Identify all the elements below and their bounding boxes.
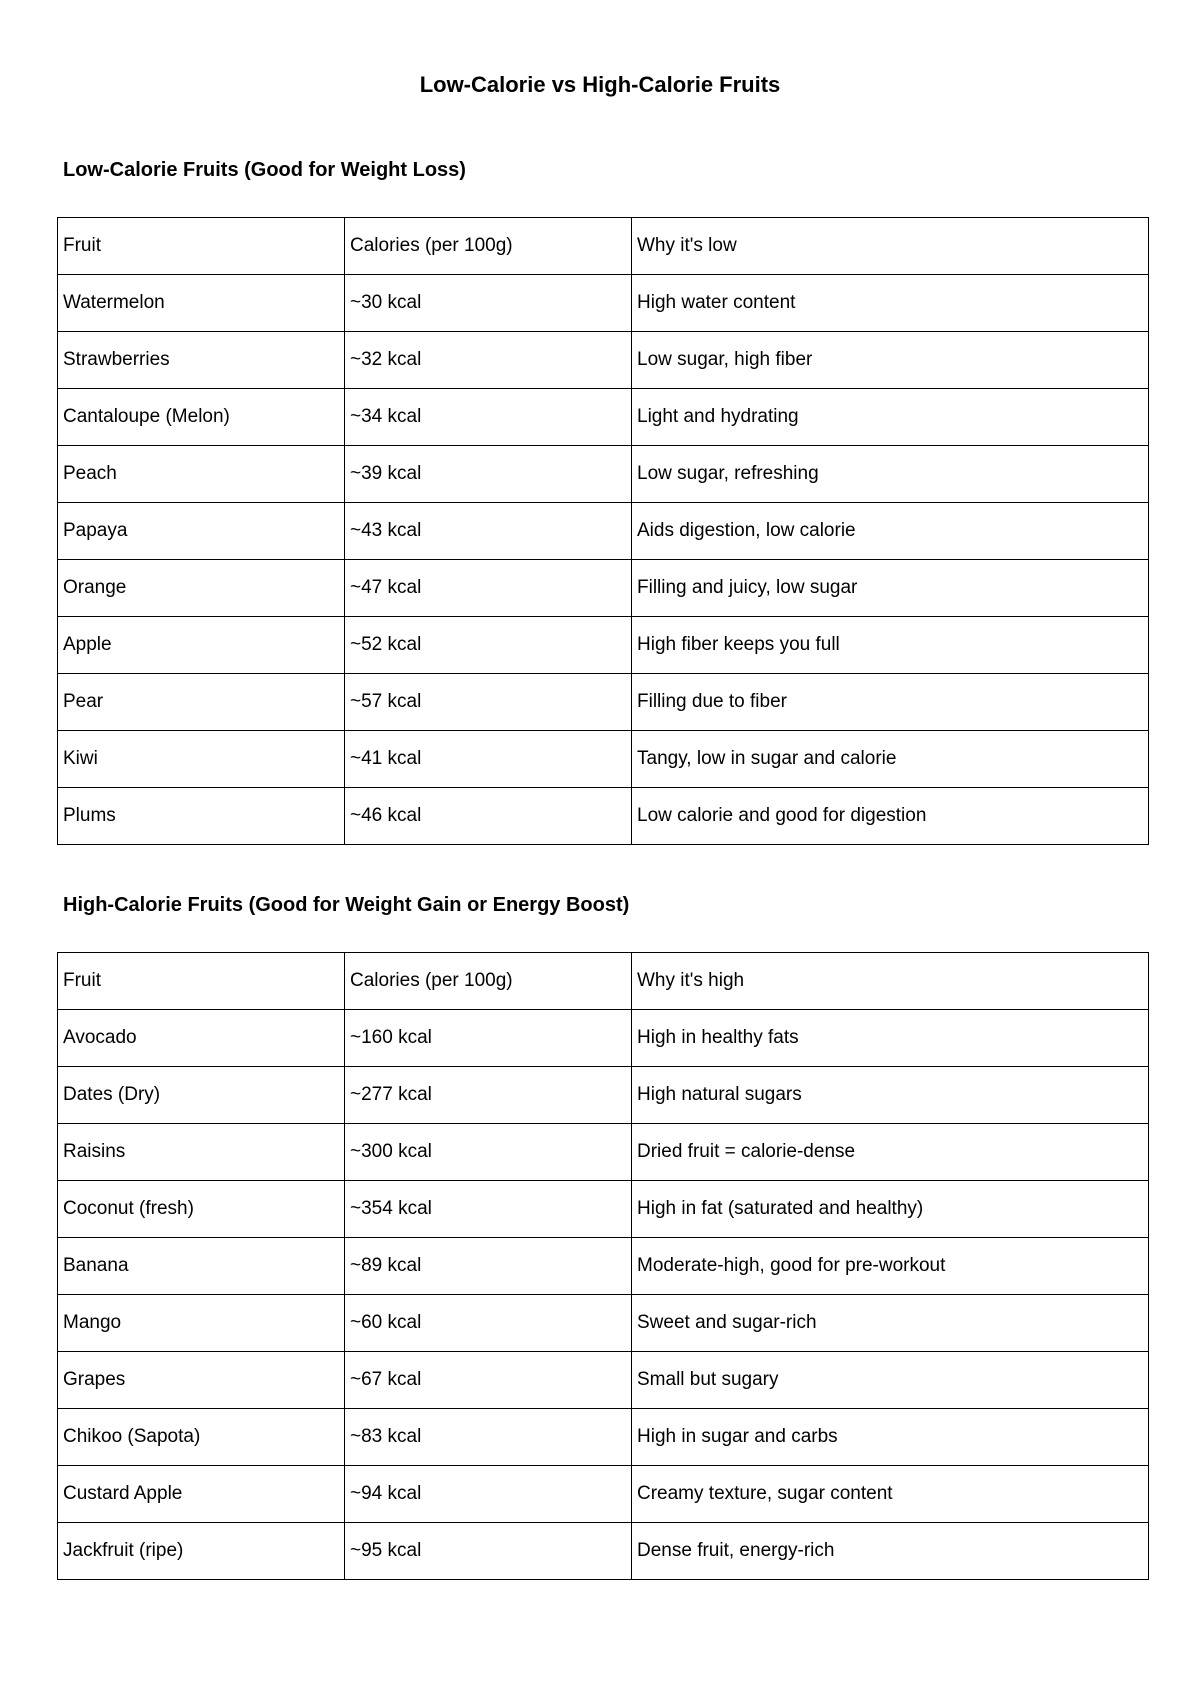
fruit-cell: Coconut (fresh) — [58, 1181, 345, 1238]
reason-cell: Creamy texture, sugar content — [632, 1466, 1149, 1523]
reason-cell: Filling and juicy, low sugar — [632, 560, 1149, 617]
reason-cell: High in fat (saturated and healthy) — [632, 1181, 1149, 1238]
reason-cell: High fiber keeps you full — [632, 617, 1149, 674]
reason-cell: Tangy, low in sugar and calorie — [632, 731, 1149, 788]
header-cell-reason: Why it's low — [632, 218, 1149, 275]
header-cell-calories: Calories (per 100g) — [345, 218, 632, 275]
calories-cell: ~57 kcal — [345, 674, 632, 731]
table-row — [58, 1010, 1149, 1067]
calories-cell: ~43 kcal — [345, 503, 632, 560]
reason-cell: Low sugar, high fiber — [632, 332, 1149, 389]
fruit-cell: Raisins — [58, 1124, 345, 1181]
reason-cell: Sweet and sugar-rich — [632, 1295, 1149, 1352]
header-cell-fruit: Fruit — [58, 953, 345, 1010]
fruit-cell: Strawberries — [58, 332, 345, 389]
calories-cell: ~94 kcal — [345, 1466, 632, 1523]
calories-cell: ~67 kcal — [345, 1352, 632, 1409]
reason-cell: Low calorie and good for digestion — [632, 788, 1149, 845]
table-row — [58, 1466, 1149, 1523]
table-row — [58, 1295, 1149, 1352]
reason-cell: Moderate-high, good for pre-workout — [632, 1238, 1149, 1295]
calories-cell: ~34 kcal — [345, 389, 632, 446]
calories-cell: ~160 kcal — [345, 1010, 632, 1067]
low-calorie-section-heading: Low-Calorie Fruits (Good for Weight Loss) — [63, 159, 466, 181]
page-title: Low-Calorie vs High-Calorie Fruits — [419, 72, 781, 97]
reason-cell: Low sugar, refreshing — [632, 446, 1149, 503]
table-row — [58, 446, 1149, 503]
reason-cell: High natural sugars — [632, 1067, 1149, 1124]
fruit-cell: Avocado — [58, 1010, 345, 1067]
calories-cell: ~354 kcal — [345, 1181, 632, 1238]
fruit-cell: Kiwi — [58, 731, 345, 788]
calories-cell: ~41 kcal — [345, 731, 632, 788]
high-calorie-fruits-table — [57, 952, 1149, 1580]
calories-cell: ~52 kcal — [345, 617, 632, 674]
reason-cell: High water content — [632, 275, 1149, 332]
table-row — [58, 560, 1149, 617]
table-row — [58, 389, 1149, 446]
table-row — [58, 617, 1149, 674]
table-row — [58, 1181, 1149, 1238]
table-row — [58, 1238, 1149, 1295]
reason-cell: High in sugar and carbs — [632, 1409, 1149, 1466]
fruit-cell: Cantaloupe (Melon) — [58, 389, 345, 446]
table-row — [58, 332, 1149, 389]
calories-cell: ~95 kcal — [345, 1523, 632, 1580]
reason-cell: Aids digestion, low calorie — [632, 503, 1149, 560]
fruit-cell: Watermelon — [58, 275, 345, 332]
fruit-cell: Banana — [58, 1238, 345, 1295]
header-cell-fruit: Fruit — [58, 218, 345, 275]
calories-cell: ~83 kcal — [345, 1409, 632, 1466]
fruit-cell: Chikoo (Sapota) — [58, 1409, 345, 1466]
fruit-cell: Orange — [58, 560, 345, 617]
table-row — [58, 1409, 1149, 1466]
fruit-cell: Jackfruit (ripe) — [58, 1523, 345, 1580]
low-calorie-fruits-table — [57, 217, 1149, 845]
table-row — [58, 1352, 1149, 1409]
calories-cell: ~300 kcal — [345, 1124, 632, 1181]
fruit-cell: Apple — [58, 617, 345, 674]
calories-cell: ~277 kcal — [345, 1067, 632, 1124]
calories-cell: ~32 kcal — [345, 332, 632, 389]
table-row — [58, 674, 1149, 731]
header-cell-reason: Why it's high — [632, 953, 1149, 1010]
header-cell-calories: Calories (per 100g) — [345, 953, 632, 1010]
fruit-cell: Dates (Dry) — [58, 1067, 345, 1124]
calories-cell: ~47 kcal — [345, 560, 632, 617]
fruit-cell: Peach — [58, 446, 345, 503]
fruit-cell: Pear — [58, 674, 345, 731]
calories-cell: ~46 kcal — [345, 788, 632, 845]
table-header-row — [58, 218, 1149, 275]
table-row — [58, 275, 1149, 332]
table-row — [58, 1523, 1149, 1580]
high-calorie-section-heading: High-Calorie Fruits (Good for Weight Gain or Energy Boost) — [63, 894, 630, 916]
calories-cell: ~89 kcal — [345, 1238, 632, 1295]
fruit-cell: Plums — [58, 788, 345, 845]
reason-cell: Light and hydrating — [632, 389, 1149, 446]
table-row — [58, 788, 1149, 845]
fruit-cell: Papaya — [58, 503, 345, 560]
reason-cell: High in healthy fats — [632, 1010, 1149, 1067]
table-row — [58, 1124, 1149, 1181]
reason-cell: Dried fruit = calorie-dense — [632, 1124, 1149, 1181]
calories-cell: ~39 kcal — [345, 446, 632, 503]
calories-cell: ~30 kcal — [345, 275, 632, 332]
table-row — [58, 731, 1149, 788]
table-row — [58, 1067, 1149, 1124]
reason-cell: Dense fruit, energy-rich — [632, 1523, 1149, 1580]
reason-cell: Small but sugary — [632, 1352, 1149, 1409]
fruit-cell: Custard Apple — [58, 1466, 345, 1523]
fruit-cell: Mango — [58, 1295, 345, 1352]
table-row — [58, 503, 1149, 560]
reason-cell: Filling due to fiber — [632, 674, 1149, 731]
fruit-cell: Grapes — [58, 1352, 345, 1409]
table-header-row — [58, 953, 1149, 1010]
calories-cell: ~60 kcal — [345, 1295, 632, 1352]
